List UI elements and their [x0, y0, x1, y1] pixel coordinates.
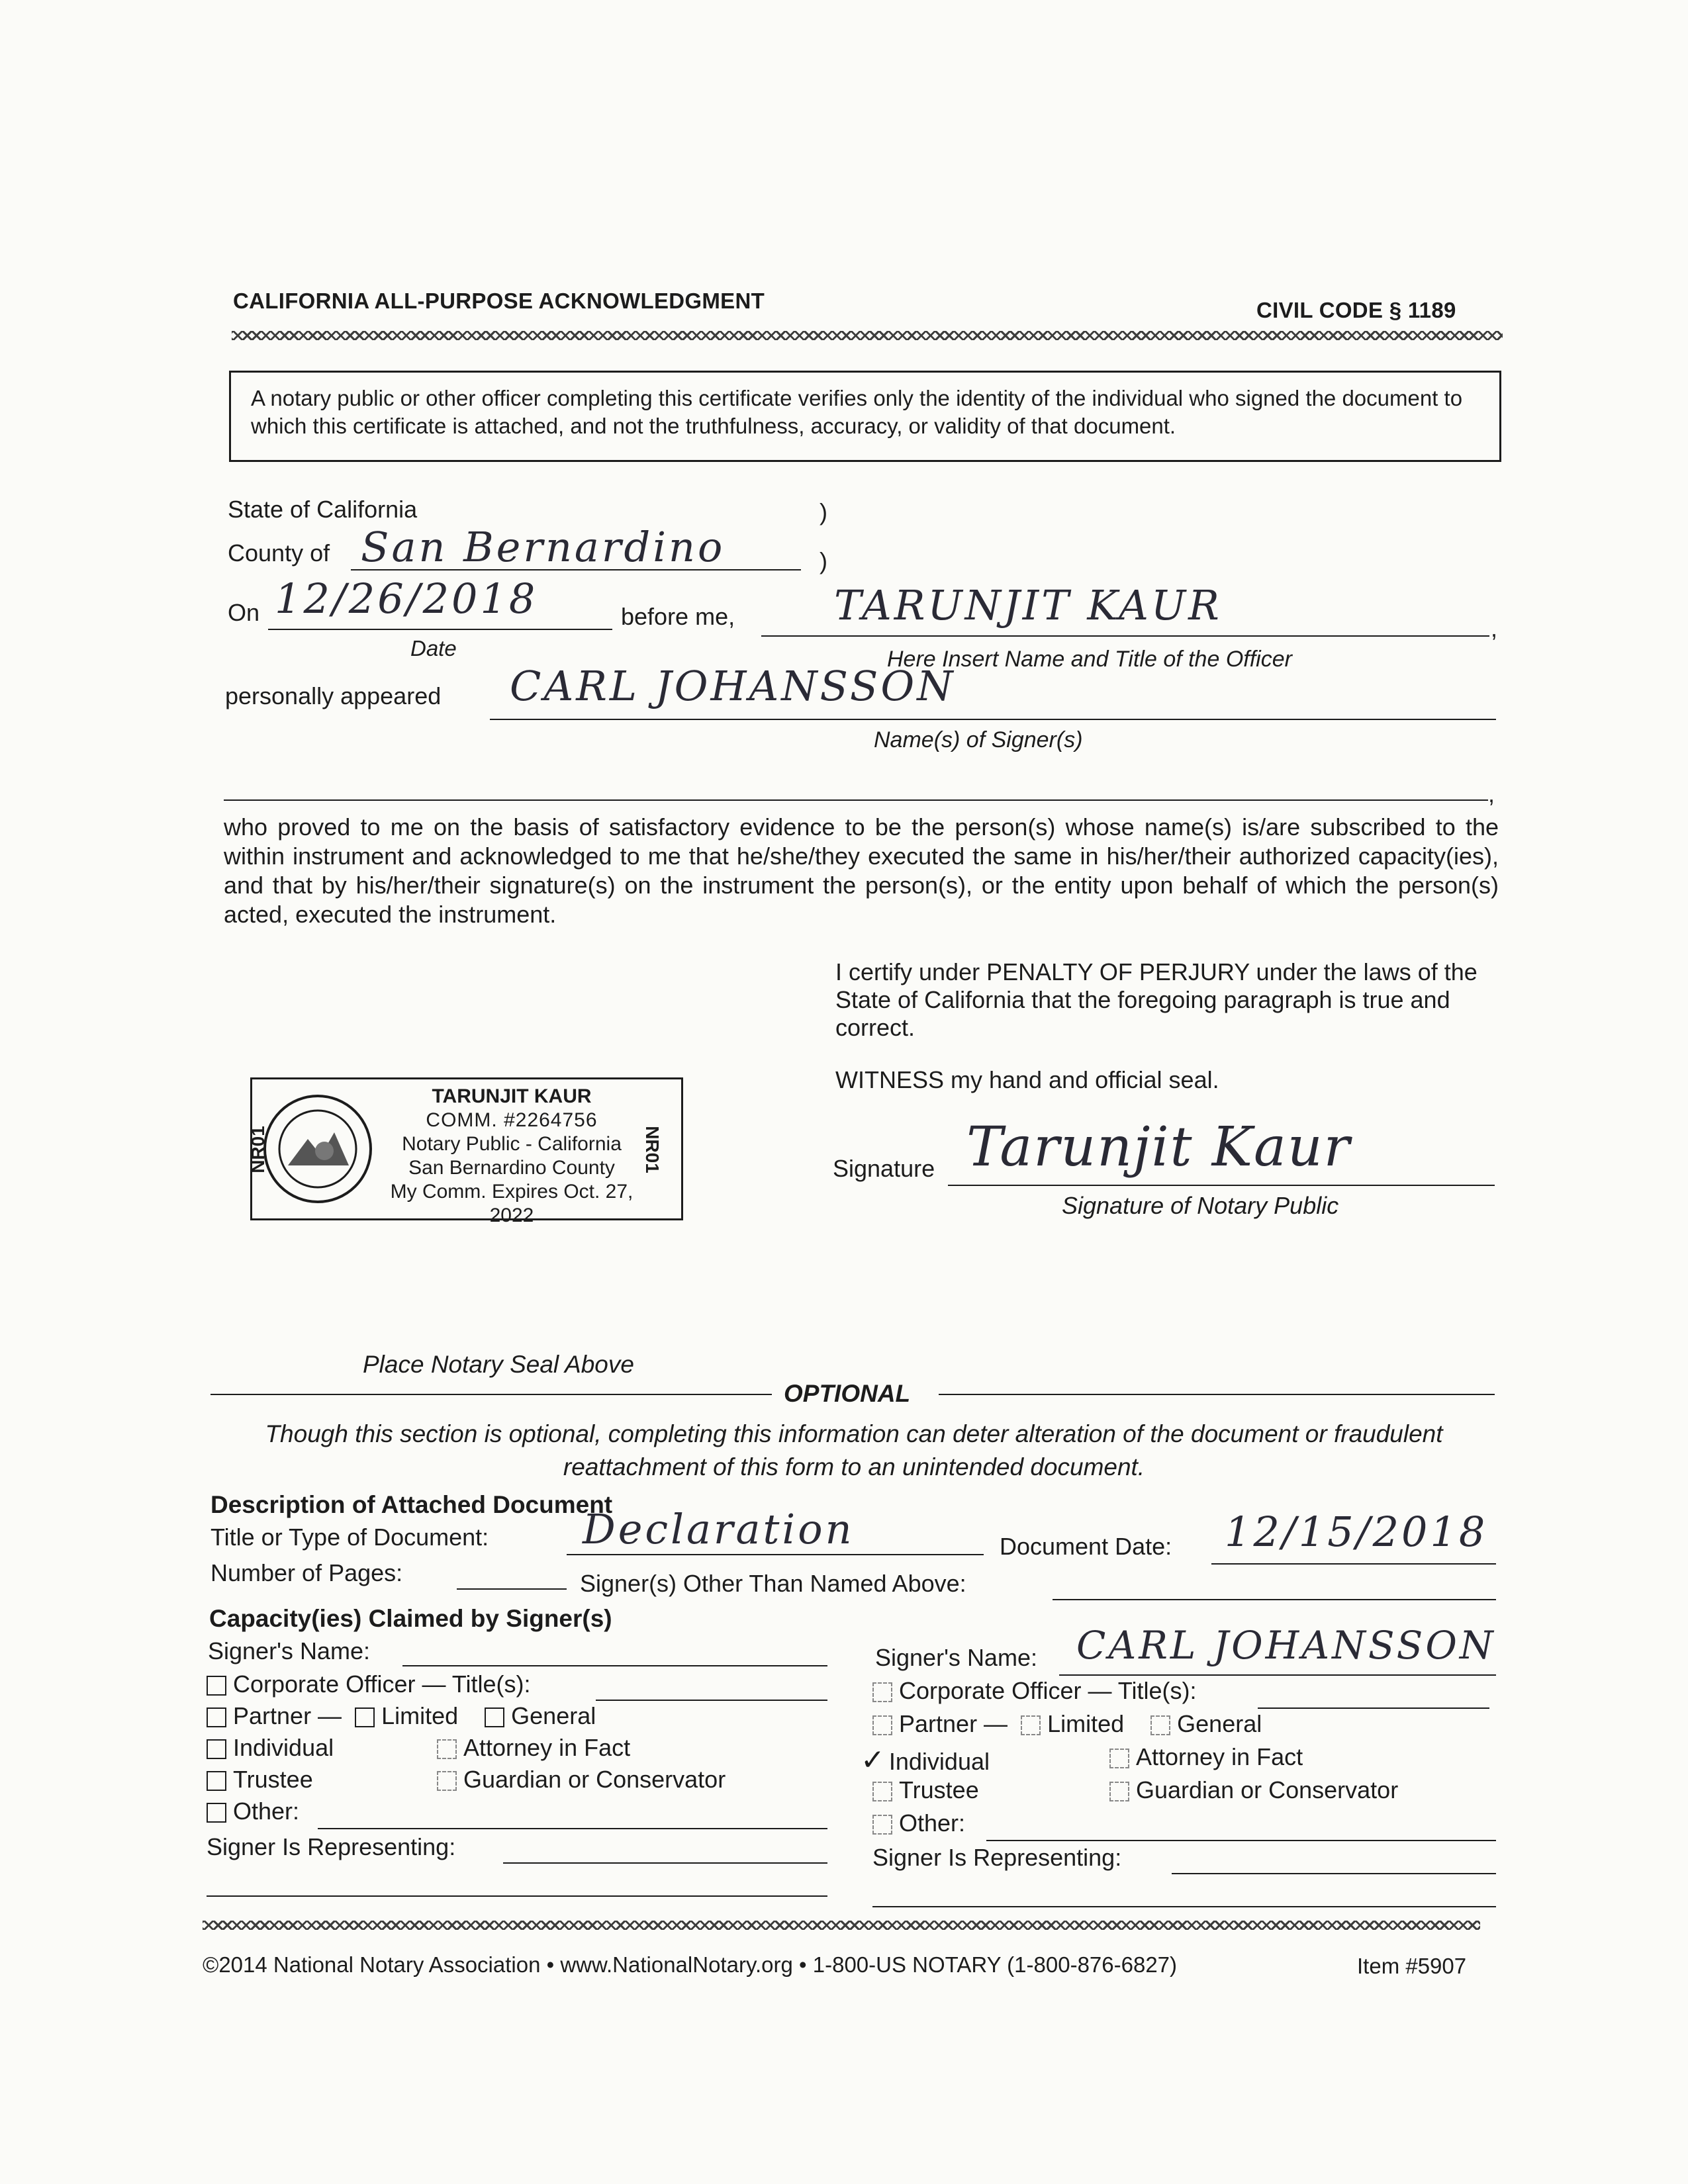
signature-line: [948, 1185, 1495, 1186]
right-limited-checkbox[interactable]: [1021, 1715, 1041, 1735]
stamp-line1: Notary Public - California: [402, 1133, 622, 1155]
left-partner-row: Partner — Limited General: [207, 1702, 596, 1730]
date-value: 12/26/2018: [275, 574, 538, 623]
seal-caption: Place Notary Seal Above: [363, 1351, 634, 1378]
right-name-line: [1059, 1674, 1496, 1676]
left-limited-checkbox[interactable]: [355, 1707, 375, 1727]
left-partner-checkbox[interactable]: [207, 1707, 226, 1727]
left-guardian-row: Guardian or Conservator: [437, 1766, 726, 1794]
left-name-line: [402, 1665, 827, 1666]
others-line: [1053, 1599, 1496, 1600]
right-corporate-checkbox[interactable]: [872, 1682, 892, 1702]
right-partner-checkbox[interactable]: [872, 1715, 892, 1735]
county-label: County of: [228, 539, 330, 567]
right-corporate-row: Corporate Officer — Title(s):: [872, 1677, 1196, 1705]
doc-date-label: Document Date:: [1000, 1533, 1172, 1560]
right-other-line: [986, 1840, 1496, 1841]
optional-rule-right: [939, 1394, 1495, 1395]
signer-caption: Name(s) of Signer(s): [874, 727, 1083, 752]
capacity-heading: Capacity(ies) Claimed by Signer(s): [209, 1605, 612, 1632]
left-attorney-row: Attorney in Fact: [437, 1734, 630, 1762]
stamp-name: TARUNJIT KAUR: [432, 1085, 592, 1107]
right-other-row: Other:: [872, 1809, 965, 1837]
stamp-line2: San Bernardino County: [408, 1157, 615, 1179]
right-other-checkbox[interactable]: [872, 1815, 892, 1835]
doc-date-line: [1211, 1563, 1496, 1565]
left-individual-checkbox[interactable]: [207, 1739, 226, 1759]
right-general-checkbox[interactable]: [1150, 1715, 1170, 1735]
paren-1: ): [820, 498, 827, 525]
doc-title-line: [567, 1554, 984, 1555]
certify-paragraph: I certify under PENALTY OF PERJURY under the laws of the State of California that the foregoing paragraph is true and correct.: [835, 958, 1477, 1041]
civil-code: CIVIL CODE § 1189: [1256, 298, 1456, 322]
left-representing-line-2: [207, 1895, 827, 1897]
desc-heading: Description of Attached Document: [211, 1491, 613, 1518]
left-guardian-checkbox[interactable]: [437, 1771, 457, 1791]
right-guardian-row: Guardian or Conservator: [1109, 1776, 1398, 1804]
doc-title-value: Declaration: [583, 1505, 855, 1553]
doc-title-label: Title or Type of Document:: [211, 1524, 489, 1551]
stamp-line3: My Comm. Expires Oct. 27, 2022: [390, 1181, 633, 1226]
top-chain-border: [232, 331, 1503, 340]
right-name-label: Signer's Name:: [875, 1644, 1037, 1671]
left-representing-line: [503, 1862, 827, 1864]
state-label: State of California: [228, 496, 418, 523]
optional-rule-left: [211, 1394, 772, 1395]
notary-signature: Tarunjit Kaur: [966, 1116, 1351, 1179]
right-attorney-checkbox[interactable]: [1109, 1749, 1129, 1768]
paren-2: ): [820, 547, 827, 574]
footer-item: Item #5907: [1357, 1954, 1467, 1978]
left-trustee-row: Trustee: [207, 1766, 313, 1794]
right-representing-label: Signer Is Representing:: [872, 1844, 1122, 1871]
left-other-checkbox[interactable]: [207, 1803, 226, 1823]
county-value: San Bernardino: [361, 523, 726, 571]
footer-copyright: ©2014 National Notary Association • www.NationalNotary.org • 1-800-US NOTARY (1-800-876-6827): [203, 1952, 1178, 1977]
left-representing-label: Signer Is Representing:: [207, 1833, 456, 1860]
signer-line-2: [224, 799, 1488, 801]
right-partner-row: Partner — Limited General: [872, 1710, 1262, 1738]
right-trustee-row: Trustee: [872, 1776, 979, 1804]
signer-comma: ,: [1488, 780, 1495, 807]
right-attorney-row: Attorney in Fact: [1109, 1743, 1303, 1771]
left-other-line: [318, 1828, 827, 1829]
left-trustee-checkbox[interactable]: [207, 1771, 226, 1791]
stamp-text: [379, 1085, 644, 1228]
left-title-line: [596, 1700, 827, 1701]
date-caption: Date: [410, 636, 457, 660]
signer-value: CARL JOHANSSON: [510, 662, 956, 710]
notice-box: A notary public or other officer completing this certificate verifies only the identity of the individual who signed the document to which this certificate is attached, and not the truthfulness, accuracy, or validity of that document.: [229, 371, 1501, 462]
pages-line: [457, 1588, 567, 1590]
stamp-side-right: NR01: [641, 1126, 663, 1173]
witness-text: WITNESS my hand and official seal.: [835, 1066, 1219, 1093]
pages-label: Number of Pages:: [211, 1559, 403, 1586]
optional-note: Though this section is optional, completing this information can deter alteration of the document or fraudulent reattachment of this form to an unintended document.: [265, 1420, 1443, 1480]
bottom-chain-border: [203, 1921, 1480, 1930]
on-label: On: [228, 599, 260, 626]
left-general-checkbox[interactable]: [485, 1707, 504, 1727]
left-corporate-row: Corporate Officer — Title(s):: [207, 1670, 530, 1698]
stamp-comm: COMM. #2264756: [426, 1109, 598, 1131]
body-paragraph: who proved to me on the basis of satisfactory evidence to be the person(s) whose name(s) is/are subscribed to the within instrument and acknowledged to me that he/she/they executed the same in his/her/their authorized capacity(ies), and that by his/her/their signature(s) on the instrument the person(s), or the entity upon behalf of which the person(s) acted, executed the instrument.: [224, 813, 1499, 928]
signature-label: Signature: [833, 1155, 935, 1182]
checkmark-icon: ✓: [861, 1743, 885, 1777]
right-name-value: CARL JOHANSSON: [1076, 1623, 1496, 1668]
left-name-label: Signer's Name:: [208, 1637, 370, 1664]
officer-line: [761, 635, 1489, 637]
form-title: CALIFORNIA ALL-PURPOSE ACKNOWLEDGMENT: [233, 289, 765, 313]
notary-stamp: [247, 1077, 683, 1226]
officer-value: TARUNJIT KAUR: [834, 581, 1222, 629]
stamp-side-left: NR01: [247, 1126, 268, 1173]
before-me-label: before me,: [621, 603, 735, 630]
right-guardian-checkbox[interactable]: [1109, 1782, 1129, 1801]
others-label: Signer(s) Other Than Named Above:: [580, 1570, 966, 1597]
appeared-label: personally appeared: [225, 682, 442, 709]
left-attorney-checkbox[interactable]: [437, 1739, 457, 1759]
right-individual-row: ✓ Individual: [861, 1743, 990, 1777]
date-line: [268, 629, 612, 630]
optional-heading: OPTIONAL: [784, 1380, 911, 1407]
left-corporate-checkbox[interactable]: [207, 1676, 226, 1696]
right-representing-line: [1172, 1873, 1496, 1874]
doc-date-value: 12/15/2018: [1225, 1508, 1488, 1556]
right-title-line: [1258, 1707, 1489, 1709]
left-individual-row: Individual: [207, 1734, 334, 1762]
officer-caption: Here Insert Name and Title of the Officer: [887, 647, 1292, 672]
officer-comma: ,: [1491, 615, 1498, 642]
left-other-row: Other:: [207, 1797, 299, 1825]
right-trustee-checkbox[interactable]: [872, 1782, 892, 1801]
signer-line: [490, 719, 1496, 720]
signature-caption: Signature of Notary Public: [1062, 1192, 1339, 1219]
right-representing-line-2: [872, 1906, 1496, 1907]
